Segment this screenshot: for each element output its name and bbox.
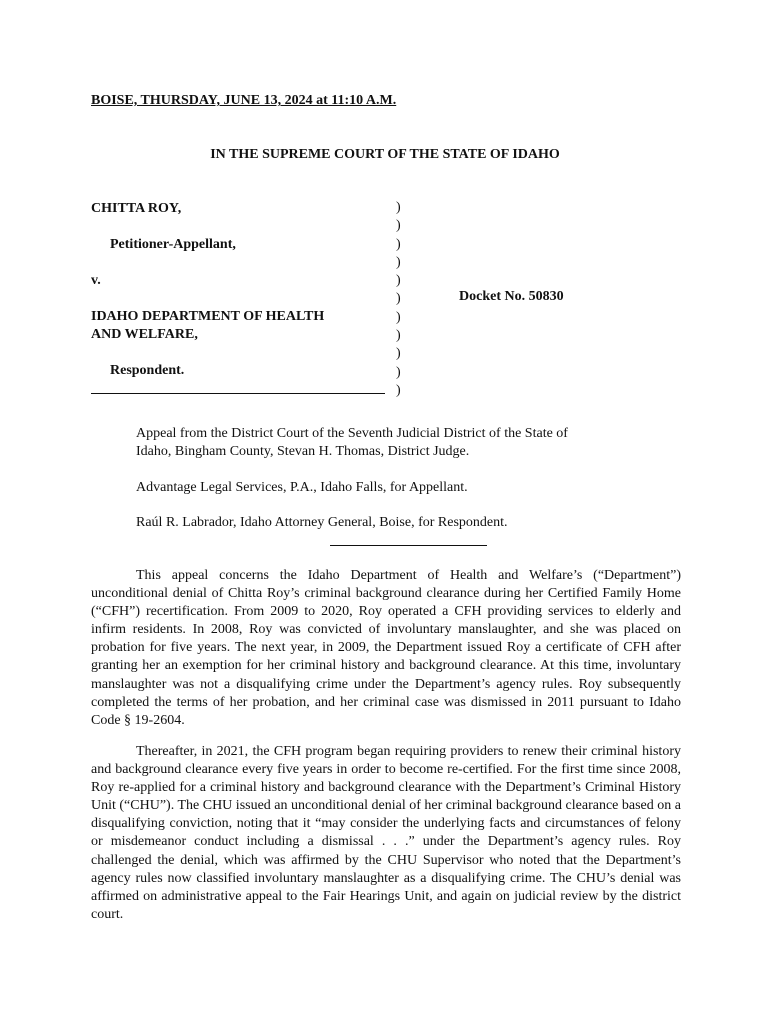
appellant-counsel: Advantage Legal Services, P.A., Idaho Falls, for Appellant. [136,480,468,495]
section-divider [330,545,487,546]
respondent-name-line-2: AND WELFARE, [91,327,198,342]
caption-paren: ) [396,328,401,344]
caption-paren: ) [396,309,401,325]
caption-paren: ) [396,346,401,362]
respondent-role: Respondent. [110,363,185,378]
respondent-counsel: Raúl R. Labrador, Idaho Attorney General, Boise, for Respondent. [136,515,508,530]
opinion-paragraph-2: Thereafter, in 2021, the CFH program began requiring providers to renew their criminal history and background clearance every five years in order to become re-certified. For the first time since 2008, Roy re-applied for a criminal history and background clearance with the Department’s Criminal History Unit (“CHU”). The CHU issued an unconditional denial of her criminal background clearance based on a disqualifying conviction, noting that it “may consider the underlying facts and circumstances of felony or misdemeanor conduct including a dismissal . . .” under the Department’s agency rules. Roy challenged the denial, which was affirmed by the CHU Supervisor who noted that the Department’s agency rules now classified involuntary manslaughter as a disqualifying crime. The CHU’s denial was affirmed on administrative appeal to the Fair Hearings Unit, and again on judicial review by the district court. [91,744,681,922]
caption-paren: ) [396,200,401,215]
caption-paren: ) [396,382,401,398]
appeal-from-line-2: Idaho, Bingham County, Stevan H. Thomas, District Judge. [136,444,470,459]
caption-rule [91,393,385,394]
docket-number: Docket No. 50830 [459,289,564,304]
appeal-from-line-1: Appeal from the District Court of the Seventh Judicial District of the State of [136,426,568,441]
caption-paren: ) [396,273,401,289]
petitioner-role: Petitioner-Appellant, [110,237,236,252]
caption-paren: ) [396,364,401,380]
caption-paren: ) [396,236,401,252]
caption-parentheses [396,199,401,400]
caption-paren: ) [396,291,401,307]
versus: v. [91,273,101,288]
caption-paren: ) [396,254,401,270]
appeal-from [136,425,636,461]
petitioner-name: CHITTA ROY, [91,201,182,216]
opinion-paragraph-1: This appeal concerns the Idaho Department of Health and Welfare’s (“Department”) unconditional denial of Chitta Roy’s criminal background clearance during her Certified Family Home (“CFH”) recertification. From 2009 to 2020, Roy operated a CFH providing services to elderly and infirm residents. In 2008, Roy was convicted of involuntary manslaughter, and she was placed on probation for five years. The next year, in 2009, the Department issued Roy a certificate of CFH after granting her an exemption for her criminal history and background clearance. At this time, involuntary manslaughter was not a disqualifying crime under the Department’s agency rules. Roy subsequently completed the terms of her probation, and her criminal case was dismissed in 2011 pursuant to Idaho Code § 19-2604. [91,568,681,728]
respondent-name-line-1: IDAHO DEPARTMENT OF HEALTH [91,309,325,324]
court-title: IN THE SUPREME COURT OF THE STATE OF IDAHO [210,147,560,162]
caption-paren: ) [396,218,401,234]
dateline: BOISE, THURSDAY, JUNE 13, 2024 at 11:10 A.M. [91,93,397,108]
